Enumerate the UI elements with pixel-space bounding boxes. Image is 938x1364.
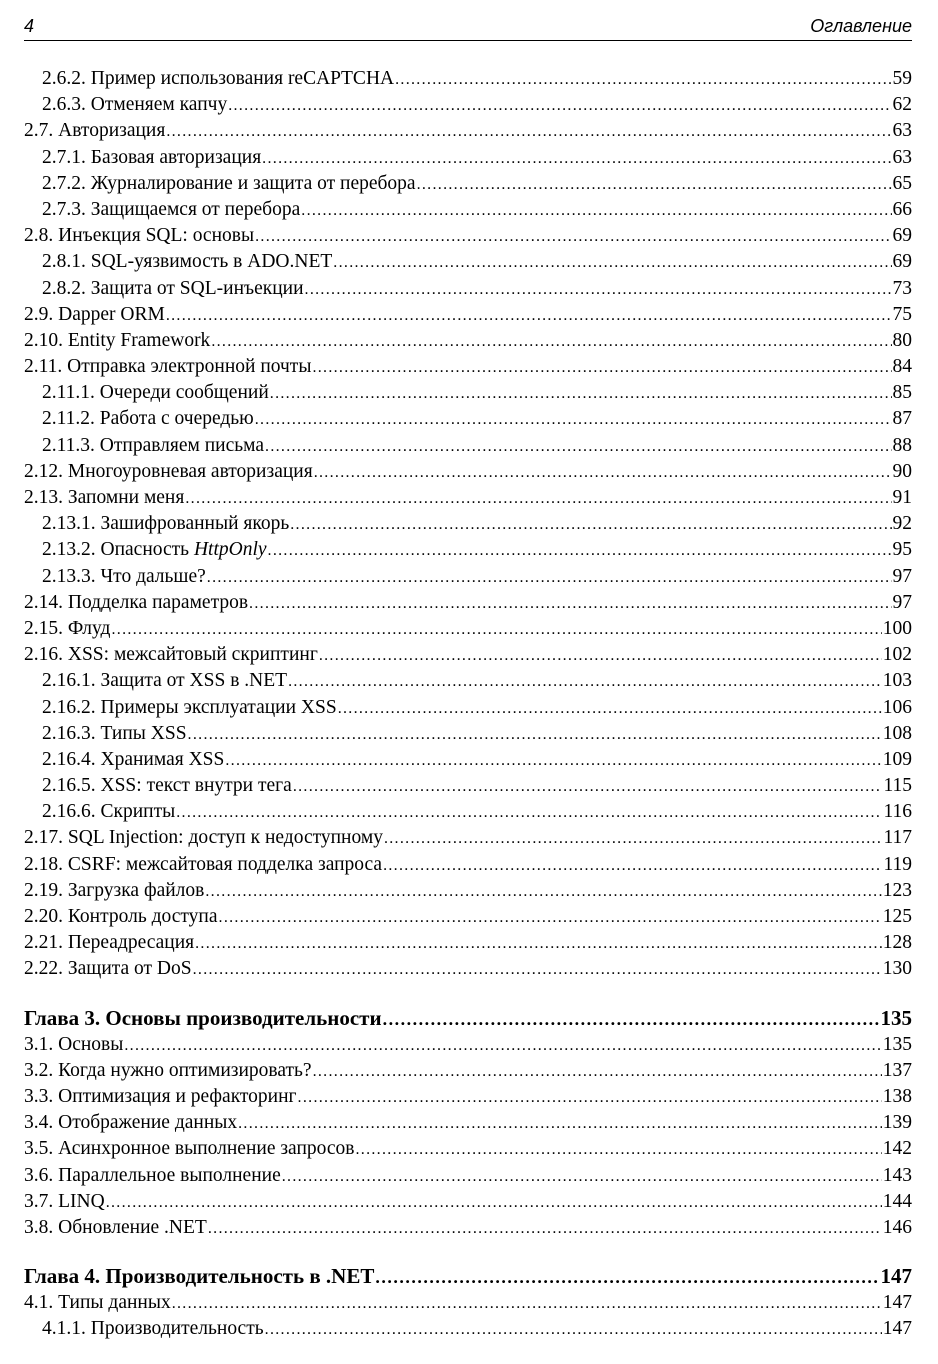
toc-entry[interactable]: [24, 433, 912, 459]
toc-entry-text: 2.16. XSS: межсайтовый скриптинг: [24, 644, 318, 666]
toc-entry-text: 2.13.2. Опасность: [42, 539, 194, 561]
toc-entry[interactable]: [24, 1215, 912, 1241]
toc-entry-page: 84: [892, 356, 912, 378]
toc-entry[interactable]: [24, 1163, 912, 1189]
dot-leader: [395, 67, 891, 93]
toc-entry-page: 88: [892, 434, 912, 456]
toc-entry-title: [24, 1058, 312, 1084]
table-of-contents: [24, 66, 912, 1342]
running-title: Оглавление: [810, 16, 912, 36]
toc-entry-text: 2.20. Контроль доступа: [24, 906, 218, 927]
toc-entry-title: [24, 485, 184, 511]
toc-entry[interactable]: [24, 302, 912, 328]
toc-entry[interactable]: [24, 695, 912, 721]
toc-entry-text: 2.16.6. Скрипты: [42, 801, 176, 823]
toc-chapter-entry[interactable]: [24, 1262, 912, 1290]
dot-leader: [383, 1005, 880, 1033]
toc-entry-page: 108: [882, 722, 912, 744]
toc-entry-page: 85: [892, 382, 912, 404]
toc-entry[interactable]: [24, 406, 912, 432]
toc-entry-page: 146: [882, 1216, 912, 1238]
toc-entry-title: [24, 642, 318, 668]
toc-entry-text: 3.8. Обновление .NET: [24, 1216, 207, 1238]
toc-entry-title: [24, 1262, 374, 1290]
dot-leader: [305, 277, 892, 303]
toc-entry-text: 2.10. Entity Framework: [24, 329, 211, 351]
toc-entry-page: 69: [892, 251, 912, 273]
toc-entry[interactable]: [24, 930, 912, 956]
toc-entry-title: [42, 66, 394, 92]
dot-leader: [298, 1085, 882, 1111]
toc-entry-title: [42, 721, 187, 747]
dot-leader: [383, 853, 882, 879]
toc-entry[interactable]: [24, 145, 912, 171]
toc-entry[interactable]: [24, 668, 912, 694]
toc-entry-page: 128: [882, 932, 912, 954]
toc-entry[interactable]: [24, 1136, 912, 1162]
dot-leader: [238, 1111, 882, 1137]
toc-entry-page: 91: [892, 487, 912, 508]
toc-entry-title: [24, 852, 382, 878]
toc-entry-title: [24, 1163, 281, 1189]
toc-entry-title: [42, 773, 292, 799]
toc-entry[interactable]: [24, 799, 912, 825]
toc-entry-page: 63: [892, 120, 912, 142]
toc-entry-text: 2.19. Загрузка файлов: [24, 879, 205, 901]
toc-entry-text: 2.7.3. Защищаемся от перебора: [42, 198, 301, 220]
toc-entry-title: [42, 799, 175, 825]
chapter-spacer: [24, 1241, 912, 1262]
toc-entry-title: [42, 171, 416, 197]
dot-leader: [207, 565, 892, 591]
toc-entry-title: [24, 223, 254, 249]
toc-entry-text: 2.7. Авторизация: [24, 120, 166, 142]
toc-entry-text: 2.8. Инъекция SQL: основы: [24, 225, 255, 247]
toc-entry-text: 2.7.2. Журналирование и защита от перебора: [42, 172, 416, 194]
toc-entry-page: 147: [880, 1264, 912, 1289]
dot-leader: [293, 774, 883, 800]
toc-entry-page: 147: [882, 1292, 912, 1314]
toc-entry-page: 75: [892, 303, 912, 325]
toc-entry-page: 100: [882, 617, 912, 639]
toc-entry-text: Глава 4. Производительность в .NET: [24, 1264, 375, 1289]
toc-entry-title: [42, 249, 332, 275]
toc-entry-page: 116: [883, 801, 912, 823]
toc-entry-page: 130: [882, 958, 912, 980]
toc-entry-title: [42, 380, 269, 406]
toc-entry-text: 2.21. Переадресация: [24, 932, 195, 954]
toc-entry-title: [24, 354, 311, 380]
toc-entry-text: 2.16.2. Примеры эксплуатации XSS: [42, 696, 337, 718]
dot-leader: [185, 486, 891, 512]
toc-entry-page: 102: [882, 644, 912, 666]
toc-entry-text: 2.13.3. Что дальше?: [42, 565, 206, 587]
toc-entry[interactable]: [24, 223, 912, 249]
toc-entry-text: 2.9. Dapper ORM: [24, 303, 165, 325]
page-header: [24, 14, 912, 41]
dot-leader: [176, 800, 882, 826]
toc-entry-page: 69: [892, 225, 912, 247]
toc-entry[interactable]: [24, 276, 912, 302]
toc-entry-page: 97: [892, 565, 912, 587]
toc-entry-page: 66: [892, 198, 912, 220]
toc-entry-page: 143: [882, 1164, 912, 1186]
toc-entry[interactable]: [24, 171, 912, 197]
toc-entry-page: 144: [882, 1190, 912, 1212]
toc-entry[interactable]: [24, 642, 912, 668]
toc-entry-page: 117: [883, 827, 912, 849]
toc-entry-page: 142: [882, 1138, 912, 1160]
toc-entry-title: [24, 1290, 171, 1316]
toc-entry-page: 65: [892, 172, 912, 194]
dot-leader: [262, 146, 891, 172]
toc-entry-text: 4.1.1. Производительность: [42, 1318, 264, 1340]
toc-entry-title: [42, 564, 206, 590]
dot-leader: [282, 1164, 882, 1190]
toc-entry[interactable]: [24, 328, 912, 354]
dot-leader: [166, 119, 891, 145]
toc-entry-page: 87: [892, 408, 912, 430]
toc-entry-text: 2.16.5. XSS: текст внутри тега: [42, 775, 292, 797]
toc-entry-page: 63: [892, 146, 912, 168]
toc-entry-title: [24, 1084, 297, 1110]
toc-entry[interactable]: [24, 380, 912, 406]
toc-entry-text: 2.11.1. Очереди сообщений: [42, 382, 269, 404]
dot-leader: [188, 722, 882, 748]
toc-entry[interactable]: [24, 773, 912, 799]
toc-entry-title: [42, 695, 337, 721]
dot-leader: [106, 1190, 882, 1216]
toc-entry-text: 3.1. Основы: [24, 1033, 124, 1055]
toc-entry-page: 125: [882, 906, 912, 927]
toc-entry-page: 62: [892, 94, 912, 116]
toc-entry-page: 92: [892, 513, 912, 535]
dot-leader: [193, 957, 882, 983]
dot-leader: [290, 512, 891, 538]
toc-entry-text: 2.13. Запомни меня: [24, 487, 185, 508]
toc-entry-title: [42, 276, 304, 302]
toc-entry[interactable]: [24, 721, 912, 747]
toc-entry-title: [24, 616, 110, 642]
toc-entry[interactable]: [24, 354, 912, 380]
toc-entry[interactable]: [24, 747, 912, 773]
toc-entry-page: 115: [883, 775, 912, 797]
toc-entry-page: 138: [882, 1085, 912, 1107]
toc-entry[interactable]: [24, 66, 912, 92]
dot-leader: [268, 538, 892, 564]
toc-entry-text: 2.18. CSRF: межсайтовая подделка запроса: [24, 853, 383, 875]
toc-entry-text: 2.16.3. Типы XSS: [42, 722, 187, 744]
toc-entry-page: 90: [892, 460, 912, 482]
dot-leader: [208, 1216, 882, 1242]
toc-entry-title: [24, 956, 192, 982]
toc-entry-title: [24, 118, 165, 144]
dot-leader: [249, 591, 891, 617]
toc-entry[interactable]: [24, 878, 912, 904]
toc-entry[interactable]: [24, 249, 912, 275]
toc-entry-text: 2.8.1. SQL-уязвимость в ADO.NET: [42, 251, 333, 273]
dot-leader: [313, 1059, 882, 1085]
dot-leader: [225, 748, 881, 774]
toc-entry[interactable]: [24, 1110, 912, 1136]
toc-entry-text: 2.11.3. Отправляем письма: [42, 434, 265, 456]
toc-entry-page: 139: [882, 1112, 912, 1134]
toc-entry-title: [24, 590, 248, 616]
dot-leader: [195, 931, 882, 957]
dot-leader: [228, 93, 891, 119]
toc-entry[interactable]: [24, 511, 912, 537]
toc-entry-title: [24, 459, 313, 485]
toc-entry-text: 2.13.1. Зашифрованный якорь: [42, 513, 290, 535]
dot-leader: [417, 172, 892, 198]
toc-entry[interactable]: [24, 825, 912, 851]
toc-entry-title: [24, 825, 383, 851]
toc-entry-page: 73: [892, 277, 912, 299]
toc-entry-page: 106: [882, 696, 912, 718]
toc-entry-page: 135: [882, 1033, 912, 1055]
dot-leader: [314, 460, 892, 486]
dot-leader: [255, 224, 891, 250]
dot-leader: [270, 381, 892, 407]
toc-entry[interactable]: [24, 485, 912, 511]
toc-chapter-entry[interactable]: [24, 1004, 912, 1032]
toc-entry-title: [42, 433, 264, 459]
toc-entry-text: 2.17. SQL Injection: доступ к недоступному: [24, 827, 383, 849]
toc-entry-title: [24, 1189, 105, 1215]
toc-entry[interactable]: [24, 1189, 912, 1215]
dot-leader: [288, 669, 882, 695]
toc-entry-page: 119: [883, 853, 912, 875]
toc-entry-title: [42, 668, 287, 694]
toc-entry-title: [42, 406, 254, 432]
toc-entry[interactable]: [24, 852, 912, 878]
toc-entry-page: 123: [882, 879, 912, 901]
dot-leader: [265, 434, 891, 460]
toc-entry[interactable]: [24, 1032, 912, 1058]
toc-entry-title: [42, 1316, 264, 1342]
toc-entry-page: 59: [892, 68, 912, 89]
toc-entry-text: 3.3. Оптимизация и рефакторинг: [24, 1085, 297, 1107]
toc-entry-title: [42, 747, 224, 773]
dot-leader: [355, 1137, 881, 1163]
toc-entry[interactable]: [24, 537, 912, 563]
toc-entry-title: [24, 1032, 123, 1058]
toc-entry-text: 2.12. Многоуровневая авторизация: [24, 460, 313, 482]
toc-entry-text: 2.8.2. Защита от SQL-инъекции: [42, 277, 304, 299]
toc-entry-page: 109: [882, 748, 912, 770]
toc-entry-page: 147: [882, 1318, 912, 1340]
toc-entry[interactable]: [24, 459, 912, 485]
dot-leader: [211, 329, 891, 355]
toc-entry[interactable]: [24, 564, 912, 590]
chapter-spacer: [24, 983, 912, 1004]
toc-entry-title: [42, 197, 300, 223]
dot-leader: [375, 1263, 879, 1291]
dot-leader: [319, 643, 882, 669]
toc-entry[interactable]: [24, 1290, 912, 1316]
toc-entry-text: 3.6. Параллельное выполнение: [24, 1164, 281, 1186]
toc-entry-text: 4.1. Типы данных: [24, 1292, 171, 1314]
toc-entry-text: 3.2. Когда нужно оптимизировать?: [24, 1059, 312, 1081]
dot-leader: [172, 1291, 882, 1317]
dot-leader: [255, 407, 892, 433]
dot-leader: [384, 826, 883, 852]
toc-entry-text: 2.16.4. Хранимая XSS: [42, 748, 225, 770]
toc-entry-title: [24, 1136, 354, 1162]
toc-entry-page: 95: [892, 539, 912, 561]
toc-entry-title: [42, 92, 227, 118]
toc-entry-title: [42, 145, 261, 171]
page-number: 4: [24, 16, 35, 36]
toc-entry-title: [24, 1110, 237, 1136]
dot-leader: [111, 617, 881, 643]
toc-entry-text: 2.16.1. Защита от XSS в .NET: [42, 670, 288, 692]
toc-entry-title: [24, 904, 218, 930]
toc-entry[interactable]: [24, 904, 912, 930]
toc-entry[interactable]: [24, 590, 912, 616]
toc-entry-text: 3.5. Асинхронное выполнение запросов: [24, 1138, 355, 1160]
toc-entry-text: 2.7.1. Базовая авторизация: [42, 146, 262, 168]
toc-entry-title: [24, 1004, 382, 1032]
dot-leader: [301, 198, 891, 224]
toc-entry[interactable]: [24, 92, 912, 118]
toc-entry-title: [42, 537, 267, 563]
toc-entry[interactable]: [24, 956, 912, 982]
dot-leader: [124, 1033, 881, 1059]
toc-entry-text: Глава 3. Основы производительности: [24, 1005, 382, 1030]
toc-entry[interactable]: [24, 1058, 912, 1084]
toc-entry-title: [24, 930, 194, 956]
toc-entry-page: 135: [880, 1005, 912, 1030]
dot-leader: [265, 1317, 882, 1343]
toc-entry-page: 103: [882, 670, 912, 692]
toc-entry[interactable]: [24, 616, 912, 642]
dot-leader: [312, 355, 891, 381]
toc-entry-text: 2.6.2. Пример использования reCAPTCHA: [42, 68, 395, 89]
toc-entry[interactable]: [24, 1084, 912, 1110]
toc-entry[interactable]: [24, 1316, 912, 1342]
toc-entry[interactable]: [24, 118, 912, 144]
toc-entry-text: 2.6.3. Отменяем капчу: [42, 94, 228, 116]
toc-entry-text: 2.15. Флуд: [24, 617, 111, 639]
dot-leader: [219, 905, 882, 931]
toc-entry-text: 2.14. Подделка параметров: [24, 591, 249, 613]
dot-leader: [166, 303, 892, 329]
toc-entry-page: 80: [892, 329, 912, 351]
toc-entry[interactable]: [24, 197, 912, 223]
toc-entry-text: 3.4. Отображение данных: [24, 1112, 238, 1134]
toc-entry-italic-text: HttpOnly: [193, 539, 267, 561]
toc-entry-page: 137: [882, 1059, 912, 1081]
dot-leader: [333, 250, 891, 276]
dot-leader: [205, 879, 881, 905]
toc-entry-title: [24, 328, 210, 354]
toc-entry-text: 2.11. Отправка электронной почты: [24, 356, 312, 378]
toc-entry-title: [24, 302, 165, 328]
toc-entry-text: 3.7. LINQ: [24, 1190, 105, 1212]
toc-entry-page: 97: [892, 591, 912, 613]
toc-entry-text: 2.22. Защита от DoS: [24, 958, 192, 980]
toc-entry-title: [24, 1215, 207, 1241]
toc-entry-title: [42, 511, 289, 537]
toc-entry-title: [24, 878, 204, 904]
dot-leader: [338, 696, 882, 722]
toc-entry-text: 2.11.2. Работа с очередью: [42, 408, 254, 430]
